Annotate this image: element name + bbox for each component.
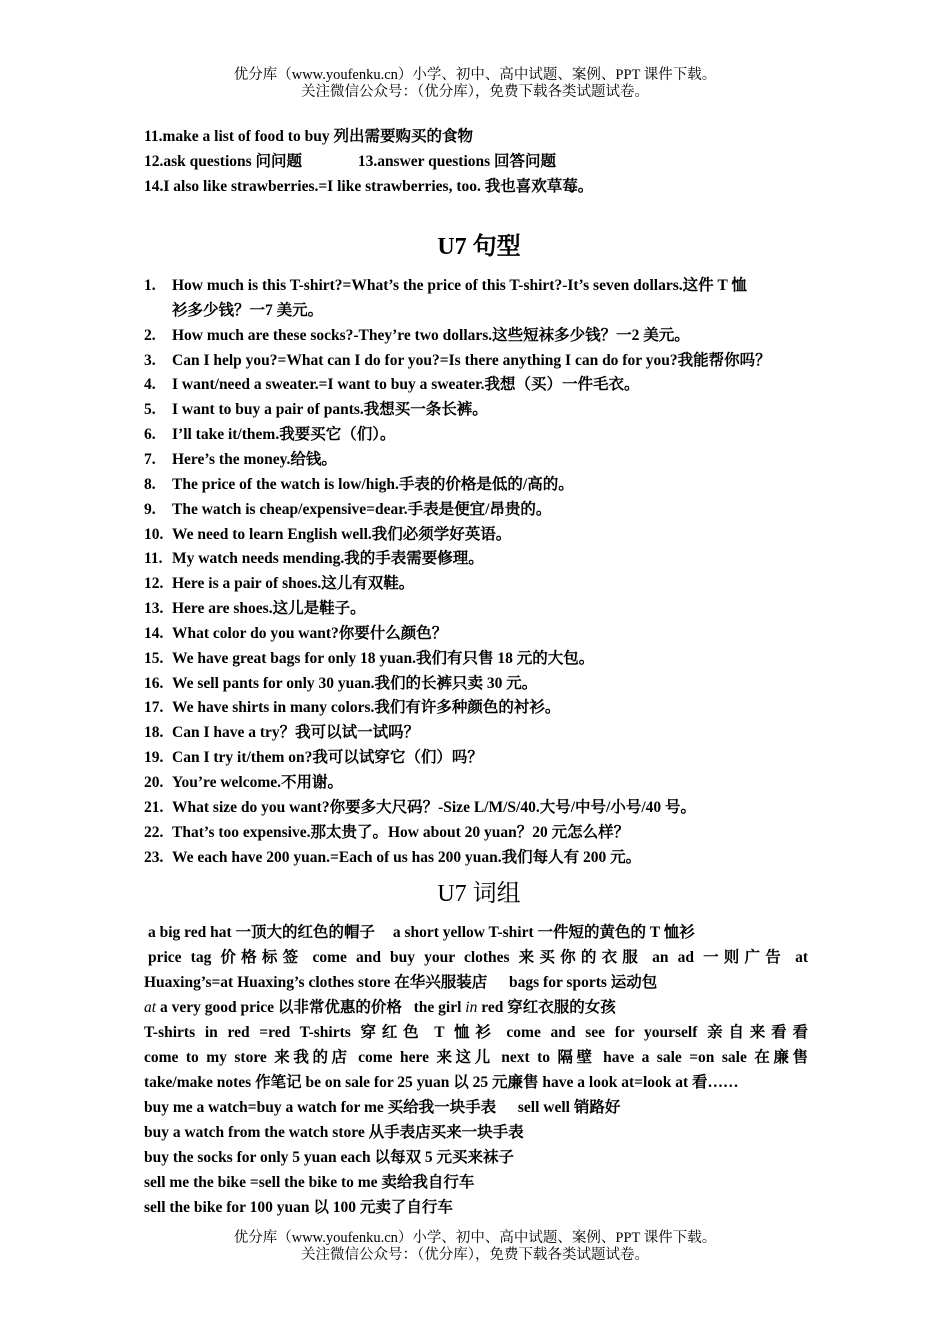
phrase: a big red hat 一顶大的红色的帽子 [148,924,376,941]
sentence-text: We sell pants for only 30 yuan.我们的长裤只卖 30 元。 [172,674,538,692]
phrase: sell well 销路好 [517,1099,621,1116]
header-line-2: 关注微信公众号：（优分库），免费下载各类试题试卷。 [301,84,649,100]
sentence-text: How much is this T-shirt?=What’s the price of this T-shirt?-It’s seven dollars.这件 T 恤 [172,277,747,294]
phrase: T-shirts in red =red T-shirts 穿红色 T 恤衫 [144,1024,497,1041]
sentence-text: How much are these socks?-They’re two dollars.这些短袜多少钱？一2 美元。 [172,326,690,344]
sentence-number: 4. [144,376,156,394]
section-title-sentences: U7 句型 [437,234,521,260]
sentence-number: 14. [144,624,164,642]
sentence-number: 1. [144,277,156,294]
phrase: Huaxing’s=at Huaxing’s clothes store 在华兴服装店 [144,974,488,991]
sentence-number: 7. [144,450,156,468]
sentence-number: 16. [144,674,164,692]
phrase-line-6 [144,1045,808,1070]
phrase: buy me a watch=buy a watch for me 买给我一块手表 [144,1099,497,1116]
header-line-1: 优分库（www.youfenku.cn）小学、初中、高中试题、案例、PPT 课件下载。 [233,67,717,83]
sentence-text: What color do you want?你要什么颜色？ [172,624,448,642]
sentence-text: What size do you want?你要多大尺码？-Size L/M/S/40.大号/中号/小号/40 号。 [172,798,696,816]
phrase: bags for sports 运动包 [509,974,658,991]
phrase-preposition: at [144,999,157,1016]
footer-line-2: 关注微信公众号：（优分库），免费下载各类试题试卷。 [301,1247,649,1263]
sentence-number: 12. [144,575,164,593]
phrase: a short yellow T-shirt 一件短的黄色的 T 恤衫 [392,924,695,941]
phrase-line-5 [144,1020,808,1045]
phrase-line-8 [144,1095,620,1120]
page-footer [0,1230,950,1264]
sentence-text: Can I have a try？我可以试一试吗？ [172,724,420,742]
sentence-text: I want to buy a pair of pants.我想买一条长裤。 [172,401,488,419]
sentence-text: I’ll take it/them.我要买它（们）。 [172,426,396,444]
phrase: next to 隔壁 [501,1049,596,1066]
sentence-number: 5. [144,401,156,419]
intro-line-12-13 [144,149,556,174]
phrase: an ad 一则广告 [652,949,786,966]
phrase-line-9: buy a watch from the watch store 从手表店买来一块手表 [144,1124,524,1141]
sentence-text: Here are shoes.这儿是鞋子。 [172,600,366,618]
phrase-line-2 [148,945,808,970]
phrase-line-1 [148,920,695,945]
phrase-line-11: sell me the bike =sell the bike to me 卖给我自行车 [144,1174,475,1191]
sentence-number: 9. [144,500,156,518]
sentence-text: We need to learn English well.我们必须学好英语。 [172,525,512,543]
sentence-text: We have shirts in many colors.我们有许多种颜色的衬衫。 [172,699,561,717]
section-title-phrases: U7 词组 [437,881,521,907]
phrase-line-4 [144,995,616,1020]
phrase-line-12: sell the bike for 100 yuan 以 100 元卖了自行车 [144,1199,453,1216]
sentence-text: You’re welcome.不用谢。 [172,774,344,791]
sentence-text: My watch needs mending.我的手表需要修理。 [172,550,484,568]
sentence-number: 10. [144,525,164,543]
intro-line-11: 11.make a list of food to buy 列出需要购买的食物 [144,128,473,145]
sentence-number: 18. [144,724,164,742]
phrase: come to my store 来我的店 [144,1049,351,1066]
sentence-number: 17. [144,699,164,717]
sentence-text: The price of the watch is low/high.手表的价格是低的/高的。 [172,475,574,493]
phrase: a very good price 以非常优惠的价格 [159,999,402,1016]
sentence-number: 21. [144,798,164,816]
sentence-text: Can I try it/them on?我可以试穿它（们）吗？ [172,749,483,767]
phrase: price tag 价格标签 [148,949,304,966]
sentence-number: 23. [144,848,164,866]
intro-item-13: 13.answer questions 回答问题 [357,153,557,170]
sentence-number: 15. [144,649,164,667]
sentence-number: 8. [144,475,156,493]
phrase: come here 来这儿 [358,1049,494,1066]
intro-item-12: 12.ask questions 问问题 [144,153,303,170]
sentence-number: 20. [144,774,164,791]
sentence-text: We have great bags for only 18 yuan.我们有只售 18 元的大包。 [172,649,595,667]
sentence-text: Here’s the money.给钱。 [172,450,337,468]
sentence-number: 6. [144,426,156,444]
sentence-text: Here is a pair of shoes.这儿有双鞋。 [172,575,415,593]
phrase-line-10: buy the socks for only 5 yuan each 以每双 5 元买来袜子 [144,1149,515,1166]
footer-line-1: 优分库（www.youfenku.cn）小学、初中、高中试题、案例、PPT 课件下载。 [233,1230,717,1246]
phrase-line-3 [144,970,657,995]
phrase: come and see for yourself 亲自来看看 [506,1024,808,1041]
sentence-number: 13. [144,600,164,618]
sentence-number: 3. [144,351,156,369]
phrase-preposition: in [465,999,478,1016]
sentence-text: Can I help you?=What can I do for you?=Is there anything I can do for you?我能帮你吗？ [172,351,771,369]
phrase: the girl [413,999,462,1016]
intro-line-14: 14.I also like strawberries.=I like strawberries, too. 我也喜欢草莓。 [144,178,594,195]
phrase: come and buy your clothes 来买你的衣服 [312,949,644,966]
sentence-text: We each have 200 yuan.=Each of us has 200 yuan.我们每人有 200 元。 [172,848,642,866]
sentence-number: 19. [144,749,164,767]
phrase: have a sale =on sale 在廉售 [603,1049,809,1066]
sentence-number: 11. [144,550,163,568]
phrase: at [795,949,809,966]
sentence-text: The watch is cheap/expensive=dear.手表是便宜/昂贵的。 [172,500,552,518]
page-header [0,67,950,101]
phrase: red 穿红衣服的女孩 [481,999,616,1016]
sentence-number: 2. [144,326,156,344]
sentence-text: 衫多少钱？一7 美元。 [172,301,324,319]
sentence-number: 22. [144,823,164,841]
sentence-text: That’s too expensive.那太贵了。How about 20 yuan？20 元怎么样？ [172,823,630,841]
sentence-text: I want/need a sweater.=I want to buy a sweater.我想（买）一件毛衣。 [172,376,640,394]
phrase-line-7: take/make notes 作笔记 be on sale for 25 yuan 以 25 元廉售 have a look at=look at 看…… [144,1074,739,1091]
